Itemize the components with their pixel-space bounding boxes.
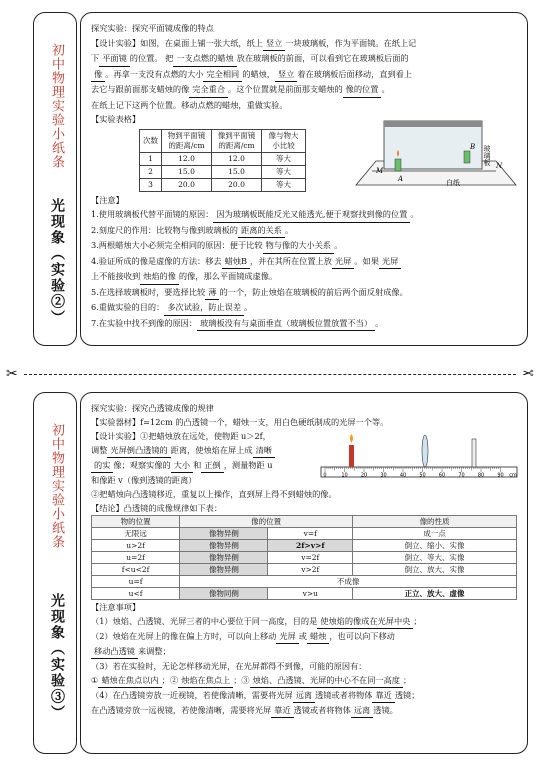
table-row: f<u<2f 像物异侧 v>2f 倒立、放大、实像 [92, 564, 517, 576]
plane-mirror-figure [346, 113, 524, 193]
design-line-3: 像 。再拿一支没有点燃的大小 完全相同 的蜡烛， 竖立 着在玻璃板后面移动，直到看上 [91, 67, 517, 83]
side-tab [33, 12, 77, 346]
note-3: 3.两根蜡烛大小必须完全相同的原因：便于比较 物与像的大小关系 。 [91, 238, 517, 254]
ruler-label: 80 [477, 472, 485, 479]
ruler-label: 0 [323, 472, 327, 479]
table-row: u<f 像物同侧 v>u 正立、放大、虚像 [92, 588, 517, 600]
side-title: 光现象（实验②） [49, 198, 65, 326]
content-box [80, 392, 528, 754]
note-7: 7.在实验中找不到像的原因： 玻璃板没有与桌面垂直（玻璃板位置放置不当） 。 [91, 316, 517, 332]
content-box [80, 12, 528, 346]
table-row: u>2f 像物异侧 2f>v>f 倒立、缩小、实像 [92, 540, 517, 552]
ruler-label: 40 [399, 472, 407, 479]
flame-icon [350, 434, 353, 443]
candle-b-icon [464, 151, 470, 163]
ruler-label: 10 [341, 472, 348, 479]
ruler-label: 70 [458, 472, 465, 479]
ruler-label: 60 [438, 472, 446, 479]
svg-text:M: M [376, 166, 384, 175]
notes-title: 【注意】 [91, 194, 124, 205]
note-3-reasons: ① 蜡烛在焦点以内 ；② 烛焰在焦点上 ；③ 烛焰、凸透镜、光屏的中心不在同一高度 ； [91, 673, 517, 688]
conclusion-title: 【结论】凸透镜的成像规律如下表： [91, 503, 223, 513]
svg-text:玻璃板: 玻璃板 [483, 144, 491, 166]
card-plane-mirror [0, 0, 540, 362]
design-line-1: 【设计实验】如图，在桌面上铺一张大纸，纸上 竖立 一块玻璃板，作为平面镜。在纸上记 [91, 36, 517, 52]
ruler-label: cm [509, 472, 517, 479]
table-row: 无限远 像物异侧 v=f 成一点 [92, 528, 517, 540]
data-table: 次数 物到平面镜的距离/cm 像到平面镜的距离/cm 像与物大小比较 1 12.0 12.0 等大 2 15.0 15.0 等大 3 20.0 20.0 等大 [139, 129, 306, 192]
note-4: 4.验证所成的像是虚像的方法：移去 蜡烛B ，并在其所在位置上放 光屏 。如果 光屏 [91, 254, 517, 270]
side-label: 初中物理实验小纸条 [49, 43, 64, 169]
lens-rule-table: 物的位置 像的位置 像的性质 无限远 像物异侧 v=f 成一点 u>2f 像物异侧 2f>v>f 倒立、缩小、实像 u=2f 像物异侧 v=2f 倒立、等大、实像 f<u<2f 像物异侧 v>2f 倒立、放大、实像 u=f 不成像 u<f 像物同侧 v>u 正立、放大、虚像 [91, 515, 517, 600]
table-row: 3 20.0 20.0 等大 [140, 178, 306, 191]
table-figure-row [91, 127, 517, 193]
note-4: （4）在凸透镜旁放一近视镜，若使像清晰，需要将光屏 远离 透镜或者将物体 靠近 透镜； [91, 688, 517, 703]
experiment-title: 探究实验：探究凸透镜成像的规律 [91, 403, 214, 413]
note-6: 6.重做实验的目的： 多次试验，防止误差 。 [91, 300, 517, 316]
side-label: 初中物理实验小纸条 [49, 423, 64, 549]
note-2: 2.刻度尺的作用：比较物与像到玻璃板的 距离的关系 。 [91, 223, 517, 239]
experiment-title: 探究实验：探究平面镜成像的特点 [91, 23, 214, 33]
svg-text:白纸: 白纸 [446, 178, 460, 187]
table-row: 2 15.0 15.0 等大 [140, 165, 306, 178]
scissors-icon: ✂ [6, 366, 18, 382]
note-1: 1.使用玻璃板代替平面镜的原因： 因为玻璃板既能反光又能透光,便于观察找到像的位置 。 [91, 207, 517, 223]
candle-icon [349, 445, 354, 467]
note-5: 5.在选择玻璃板时，要选择比较 薄 的一个，防止烛焰在玻璃板的前后两个面反射成像。 [91, 285, 517, 301]
note-1: （1）烛焰、凸透镜、光屏三者的中心要位于同一高度，目的是 使烛焰的像成在光屏中央 ； [91, 614, 517, 629]
ruler-label: 90 [497, 472, 504, 479]
design-line-2: 下 平面镜 的位置。 把 一支点燃的蜡烛 放在玻璃板的前面，可以看到它在玻璃板后面的 [91, 51, 517, 67]
note-4-cont: 在凸透镜旁放一远视镜，若使像清晰，需要将光屏 靠近 透镜或者将物体 远离 透镜。 [91, 703, 517, 718]
notes-title: 【注意事项】 [91, 602, 141, 612]
ruler-label: 30 [380, 472, 387, 479]
table-row: u=2f 像物异侧 v=2f 倒立、等大、实像 [92, 552, 517, 564]
design-line-5: 在纸上记下这两个位置。移动点燃的蜡烛，重做实验。 [91, 99, 288, 110]
table-row: 1 12.0 12.0 等大 [140, 152, 306, 165]
note-2: （2）烛焰在光屏上的像在偏上方时，可以向上移动 光屏 或 蜡烛 ，也可以向下移动 [91, 629, 517, 644]
side-tab [33, 392, 77, 754]
lens-icon [422, 435, 428, 467]
note-3: （3）若在实验时，无论怎样移动光屏，在光屏都得不到像，可能的原因有： [91, 661, 367, 671]
table-title: 【实验表格】 [91, 114, 141, 124]
ruler-label: 50 [419, 472, 426, 479]
screen-icon [472, 439, 476, 467]
design-step-2: ②把蜡烛向凸透镜移近，重复以上操作，直到屏上得不到蜡烛的像。 [91, 489, 337, 499]
svg-text:A: A [398, 174, 404, 183]
scissors-icon: ✂ [522, 366, 534, 382]
ruler-label: 20 [360, 472, 368, 479]
table-row: u=f 不成像 [92, 576, 517, 588]
note-4-cont: 上不能接收到 烛焰的像 的像，那么平面镜成虚像。 [91, 269, 517, 285]
cut-line [6, 366, 534, 382]
card-convex-lens [0, 380, 540, 764]
candle-a-icon [395, 159, 401, 171]
design-line-4: 去它与跟前面那支蜡烛的像 完全重合 。这个位置就是前面那支蜡烛的 像的位置 。 [91, 82, 517, 98]
equipment-line: 【实验器材】f=12cm 的凸透镜一个，蜡烛一支，用白色硬纸制成的光屏一个等。 [91, 417, 389, 427]
svg-text:B: B [470, 142, 476, 151]
optical-bench-figure [317, 433, 523, 483]
side-title: 光现象（实验③） [49, 593, 65, 721]
design-block: 【设计实验】①把蜡烛放在远处，使物距 u＞2f， 调整 光屏倒凸透镜的 距离，使烛焰在屏上成 清晰 的实 像；观察实像的 大小 和 正倒 ，测量物距 u 和像距 v（像到透镜的距离） 0 10 20 30 40 50 60 70 80 90 cm [91, 429, 517, 487]
svg-text:N: N [496, 161, 503, 170]
note-2-cont: 移动凸透镜 来调整； [91, 644, 517, 659]
